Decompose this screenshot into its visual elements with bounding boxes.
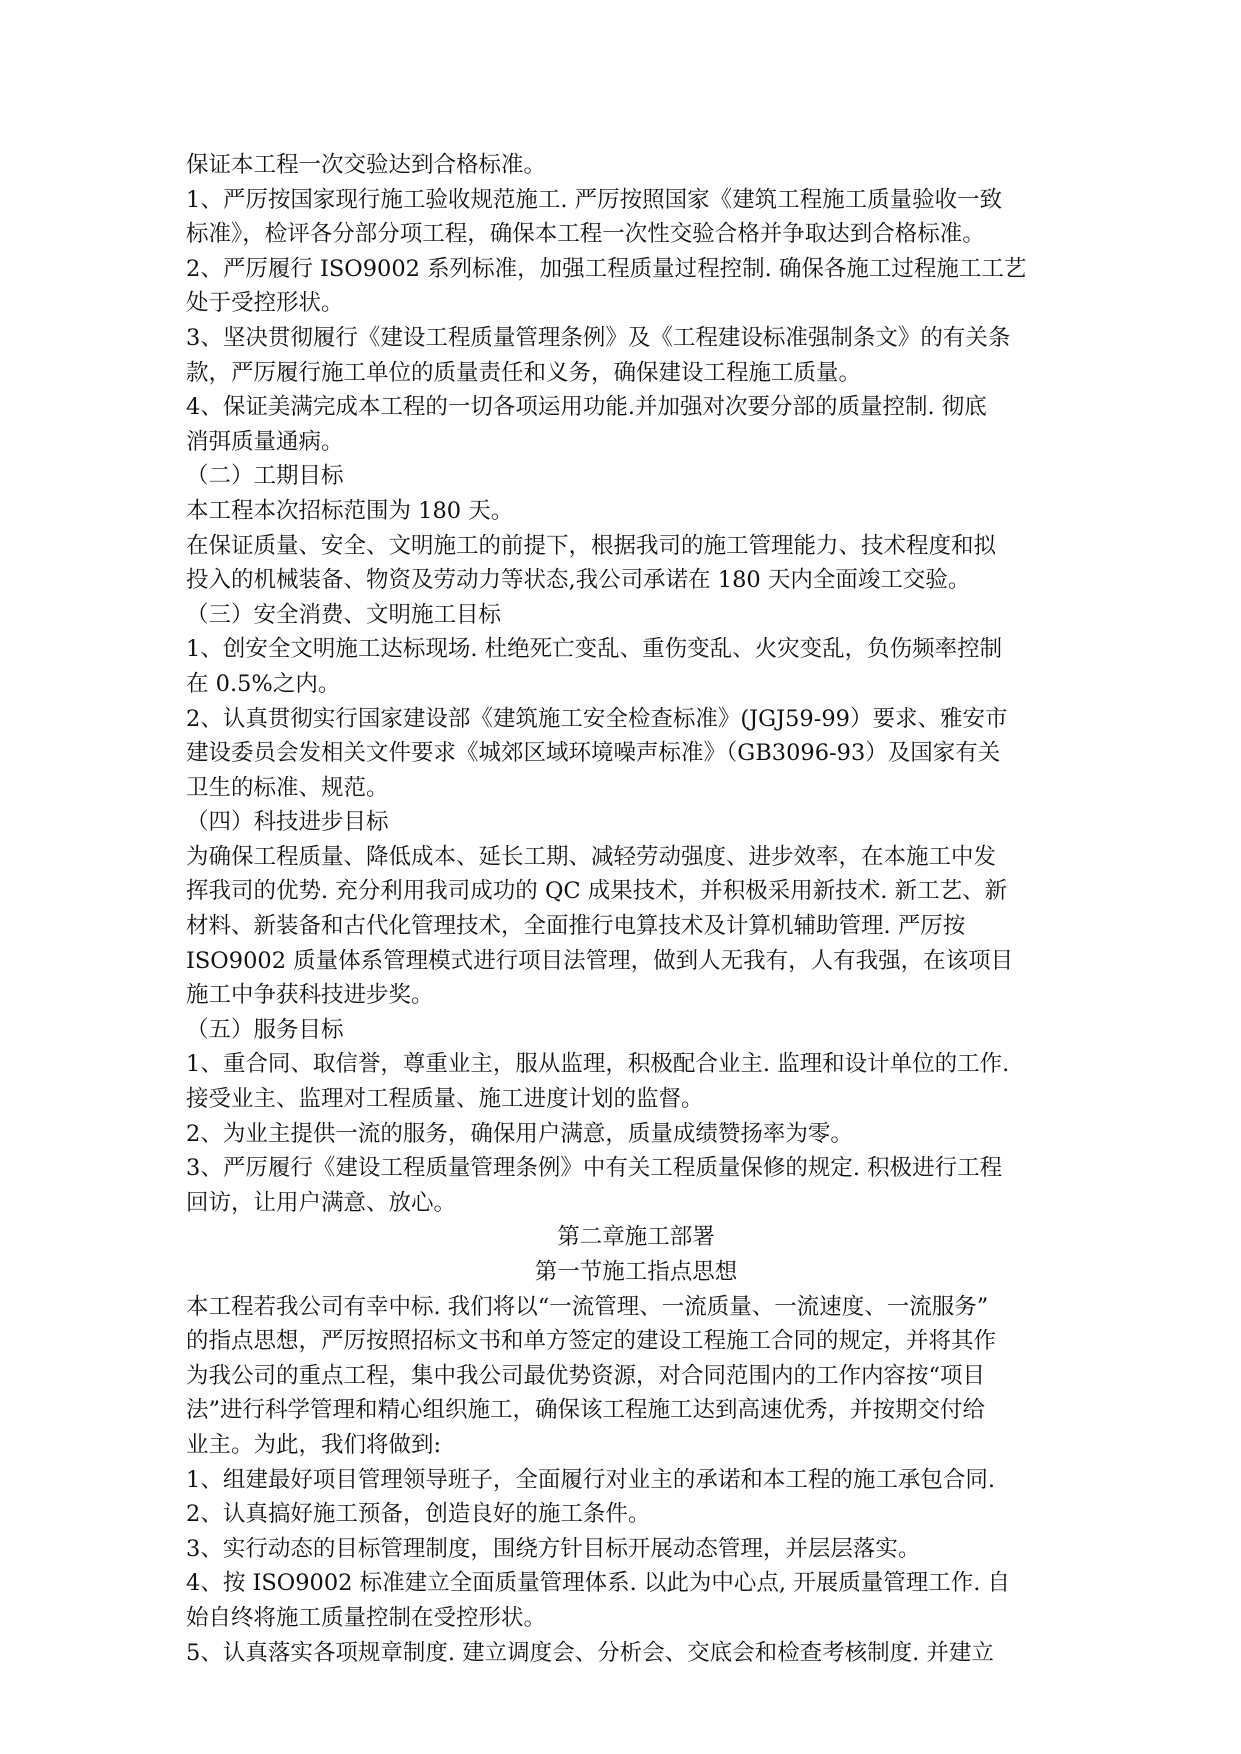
text-line: 4、按 ISO9002 标准建立全面质量管理体系. 以此为中心点, 开展质量管理工作. 自: [186, 1570, 1011, 1597]
text-line: 投入的机械装备、物资及劳动力等状态,我公司承诺在 180 天内全面竣工交验。: [186, 567, 971, 594]
text-line: 挥我司的优势. 充分利用我司成功的 QC 成果技术，并积极采用新技术. 新工艺、新: [186, 878, 1008, 905]
text-line: ISO9002 质量体系管理模式进行项目法管理，做到人无我有，人有我强，在该项目: [186, 947, 1014, 974]
text-line: 施工中争获科技进步奖。: [186, 982, 434, 1009]
text-line: 3、坚决贯彻履行《建设工程质量管理条例》及《工程建设标准强制条文》的有关条: [186, 324, 1011, 351]
text-line: 标准》，检评各分部分项工程，确保本工程一次性交验合格并争取达到合格标准。: [186, 221, 985, 248]
text-line: 回访，让用户满意、放心。: [186, 1189, 457, 1216]
subsection-heading-safety: （三）安全消费、文明施工目标: [186, 601, 502, 628]
text-line: 消弭质量通病。: [186, 428, 344, 455]
text-line: 1、严厉按国家现行施工验收规范施工. 严厉按照国家《建筑工程施工质量验收一致: [186, 186, 1003, 213]
text-line: 保证本工程一次交验达到合格标准。: [186, 152, 547, 178]
subsection-heading-technology: （四）科技进步目标: [186, 809, 389, 836]
text-line: 始自终将施工质量控制在受控形状。: [186, 1604, 547, 1631]
text-line: 2、为业主提供一流的服务，确保用户满意，质量成绩赞扬率为零。: [186, 1120, 853, 1147]
text-line: 处于受控形状。: [186, 290, 344, 317]
chapter-title: 第二章施工部署: [557, 1224, 715, 1251]
text-line: 为我公司的重点工程，集中我公司最优势资源，对合同范围内的工作内容按“项目: [186, 1362, 986, 1389]
text-line: 2、严厉履行 ISO9002 系列标准，加强工程质量过程控制. 确保各施工过程施工工艺: [186, 255, 1027, 282]
subsection-heading-service: （五）服务目标: [186, 1016, 344, 1043]
subsection-heading-schedule: （二）工期目标: [186, 463, 344, 490]
text-line: 1、重合同、取信誉，尊重业主，服从监理，积极配合业主. 监理和设计单位的工作.: [186, 1051, 1010, 1078]
section-title: 第一节施工指点思想: [534, 1259, 738, 1285]
text-line: 3、严厉履行《建设工程质量管理条例》中有关工程质量保修的规定. 积极进行工程: [186, 1155, 1003, 1182]
text-line: 4、保证美满完成本工程的一切各项运用功能.并加强对次要分部的质量控制. 彻底: [186, 394, 987, 421]
text-line: 本工程本次招标范围为 180 天。: [186, 497, 514, 524]
text-line: 在 0.5%之内。: [186, 670, 341, 697]
text-line: 2、认真贯彻实行国家建设部《建筑施工安全检查标准》(JGJ59-99）要求、雅安市: [186, 705, 1008, 732]
text-line: 材料、新装备和古代化管理技术，全面推行电算技术及计算机辅助管理. 严厉按: [186, 913, 966, 940]
text-line: 3、实行动态的目标管理制度，围绕方针目标开展动态管理，并层层落实。: [186, 1535, 921, 1562]
text-line: 款，严厉履行施工单位的质量责任和义务，确保建设工程施工质量。: [186, 359, 862, 386]
text-line: 本工程若我公司有幸中标. 我们将以“一流管理、一流质量、一流速度、一流服务”: [186, 1293, 989, 1320]
text-line: 建设委员会发相关文件要求《城郊区域环境噪声标准》（GB3096-93）及国家有关: [186, 740, 1001, 767]
text-line: 接受业主、监理对工程质量、施工进度计划的监督。: [186, 1086, 704, 1113]
text-line: 卫生的标准、规范。: [186, 774, 389, 801]
text-line: 业主。为此，我们将做到:: [186, 1431, 442, 1458]
text-line: 2、认真搞好施工预备，创造良好的施工条件。: [186, 1501, 651, 1528]
text-line: 的指点思想，严厉按照招标文书和单方签定的建设工程施工合同的规定，并将其作: [186, 1328, 997, 1355]
text-line: 法”进行科学管理和精心组织施工，确保该工程施工达到高速优秀，并按期交付给: [186, 1397, 986, 1424]
text-line: 在保证质量、安全、文明施工的前提下，根据我司的施工管理能力、技术程度和拟: [186, 532, 997, 559]
text-line: 1、创安全文明施工达标现场. 杜绝死亡变乱、重伤变乱、火灾变乱，负伤频率控制: [186, 636, 1003, 663]
text-line: 1、组建最好项目管理领导班子，全面履行对业主的承诺和本工程的施工承包合同.: [186, 1466, 995, 1493]
text-line: 为确保工程质量、降低成本、延长工期、减轻劳动强度、进步效率，在本施工中发: [186, 843, 997, 870]
text-line: 5、认真落实各项规章制度. 建立调度会、分析会、交底会和检查考核制度. 并建立: [186, 1639, 994, 1666]
document-body: [186, 148, 1086, 1670]
